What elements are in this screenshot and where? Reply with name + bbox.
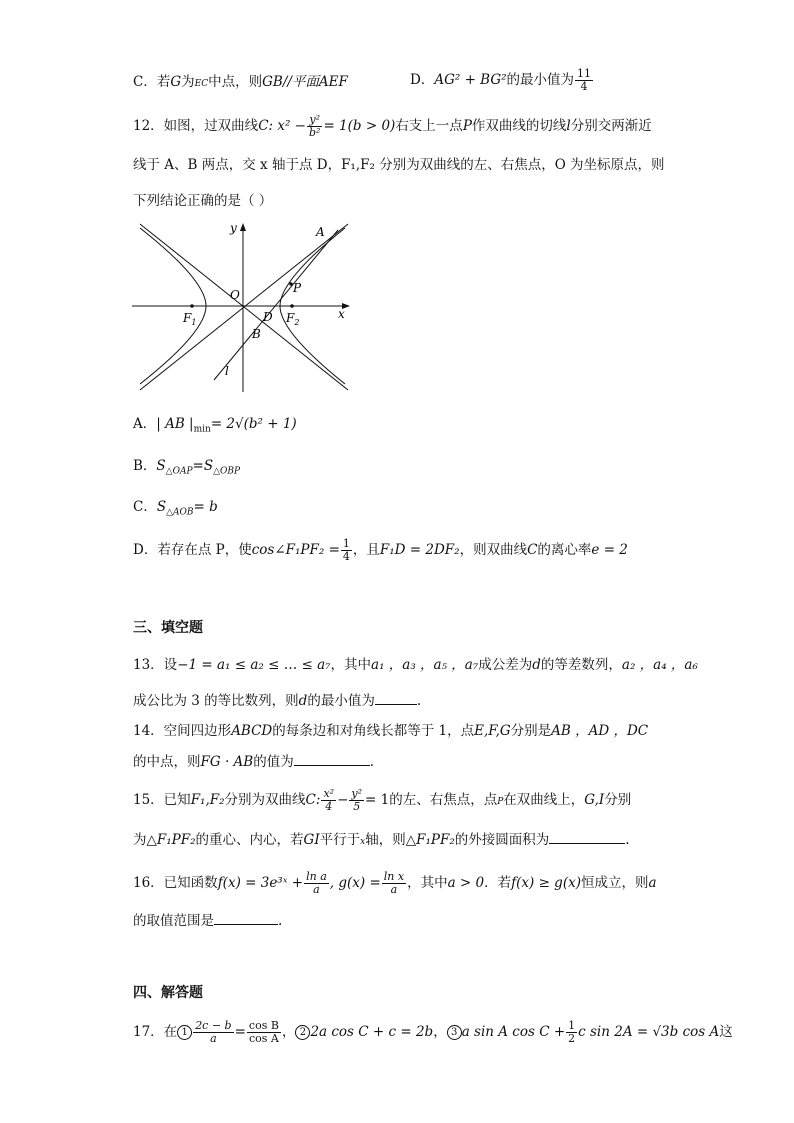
- q17-frac-2: $\frac{\text{cos B}}{\text{cos A}}$: [248, 1019, 279, 1045]
- q13-answer-blank[interactable]: [375, 692, 417, 705]
- q12-hyperbola-fraction: $\frac{\text{y²}}{\text{b²}}$: [309, 113, 321, 139]
- q12-stem-line1: 12．如图，过双曲线C: x² − $\frac{\text{y²}}{\text{b²}}$ = 1(b > 0)右支上一点P作双曲线的切线l分别交两渐近: [133, 113, 652, 139]
- q12-option-b: B．$S_{\triangle OAP}=S_{\triangle OBP}$: [133, 458, 241, 477]
- q16-lna-fraction: $\frac{\text{ln a}}{a}$: [306, 870, 327, 896]
- q15-line2: 为△F₁PF₂的重心、内心，若GI平行于x轴，则△F₁PF₂的外接圆面积为 .: [133, 832, 630, 848]
- q14-line1: 14．空间四边形ABCD的每条边和对角线长都等于 1，点E,F,G分别是AB ，AD ，DC: [133, 723, 649, 739]
- q17-line1: 17．在 1 $\frac{2c - b}{a}$ = $\frac{\text{cos B}}{\text{cos A}}$ ， 2 2a cos C + c = 2b， 3 a sin A cos C + $\frac{1}{2}$ c sin 2A = √3b cos A这: [133, 1019, 733, 1045]
- q15-answer-blank[interactable]: [549, 831, 625, 844]
- q11-min-fraction: $\frac{11}{4}$: [577, 67, 592, 93]
- section-solutions-title: 四、解答题: [133, 985, 203, 1001]
- q16-line2: 的取值范围是 .: [133, 913, 283, 929]
- q12-hyperbola-figure: [130, 220, 360, 395]
- circled-number-1: 1: [177, 1025, 192, 1040]
- label-p: P: [293, 281, 302, 295]
- q11-option-c: C．若G为EC中点，则GB//平面AEF: [133, 74, 348, 90]
- q16-lnx-fraction: $\frac{\text{ln x}}{a}$: [383, 870, 405, 896]
- circled-number-3: 3: [447, 1025, 462, 1040]
- q12-stem-line3: 下列结论正确的是（ ）: [133, 193, 273, 209]
- q11-option-d: D．AG² + BG²的最小值为 $\frac{11}{4}$: [410, 67, 592, 93]
- circled-number-2: 2: [295, 1025, 310, 1040]
- label-b: B: [252, 327, 261, 341]
- q14-line2: 的中点，则FG · AB的值为 .: [133, 754, 374, 770]
- q14-answer-blank[interactable]: [294, 753, 370, 766]
- q17-frac-1: $\frac{2c - b}{a}$: [195, 1019, 232, 1045]
- q13-line2: 成公比为 3 的等比数列，则d的最小值为 .: [133, 693, 422, 709]
- q12-stem-line2: 线于 A、B 两点，交 x 轴于点 D，F₁,F₂ 分别为双曲线的左、右焦点，O 为坐标原点，则: [133, 157, 665, 173]
- q13-line1: 13．设−1 = a₁ ≤ a₂ ≤ … ≤ a₇，其中a₁ ，a₃ ，a₅ ，a₇成公差为d的等差数列，a₂ ，a₄ ，a₆: [133, 657, 698, 673]
- q16-answer-blank[interactable]: [214, 912, 278, 925]
- q12-option-c: C．$S_{\triangle AOB}= b$: [133, 499, 218, 518]
- q15-x-fraction: $\frac{\text{x²}}{4}$: [323, 787, 335, 813]
- label-f1: $F_1$: [183, 311, 197, 327]
- q12-option-d: D．若存在点 P，使cos∠F₁PF₂ = $\frac{1}{4}$ ，且F₁D = 2DF₂，则双曲线C的离心率e = 2: [133, 537, 628, 563]
- label-o: O: [230, 288, 240, 302]
- q15-line1: 15．已知F₁,F₂分别为双曲线C: $\frac{\text{x²}}{4}$ − $\frac{\text{y²}}{5}$ = 1的左、右焦点，点P在双曲线上，G,I分别: [133, 787, 632, 813]
- q16-line1: 16．已知函数f(x) = 3e³ˣ + $\frac{\text{ln a}}{a}$ , g(x) = $\frac{\text{ln x}}{a}$ ，其中a > 0．若f(x) ≥ g(x)恒成立，则a: [133, 870, 657, 896]
- q12-option-a: A．| AB $|_{min}= 2√(b^2 + 1)$: [133, 416, 297, 435]
- label-f2: $F_2$: [286, 311, 300, 327]
- focus-f2-point: [290, 304, 294, 308]
- label-d: D: [263, 310, 273, 324]
- tangent-line-l: [214, 230, 338, 380]
- q12-cos-fraction: $\frac{1}{4}$: [342, 537, 350, 563]
- focus-f1-point: [190, 304, 194, 308]
- label-a: A: [316, 225, 325, 239]
- y-axis-arrow: [240, 223, 246, 231]
- label-l: l: [225, 364, 229, 378]
- label-x: x: [338, 307, 345, 321]
- section-fill-in-title: 三、填空题: [133, 620, 203, 636]
- q15-y-fraction: $\frac{\text{y²}}{5}$: [351, 787, 362, 813]
- label-y: y: [230, 221, 237, 235]
- q17-frac-3: $\frac{1}{2}$: [568, 1019, 576, 1045]
